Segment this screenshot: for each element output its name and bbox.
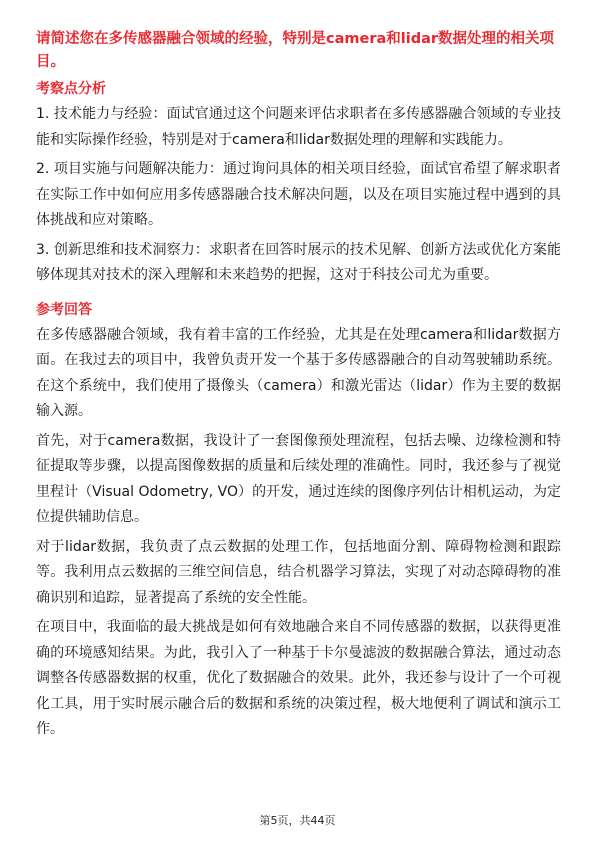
answer-paragraph: 在项目中，我面临的最大挑战是如何有效地融合来自不同传感器的数据，以获得更准确的环境感知结果。为此，我引入了一种基于卡尔曼滤波的数据融合算法，通过动态调整各传感器数据的权重，优化了数据融合的效果。此外，我还参与设计了一个可视化工具，用于实时展示融合后的数据和系统的决策过程，极大地便利了调试和演示工作。 [36,619,561,737]
analysis-heading: 考察点分析 [36,81,106,97]
answer-paragraph: 对于lidar数据，我负责了点云数据的处理工作，包括地面分割、障碍物检测和跟踪等。我利用点云数据的三维空间信息，结合机器学习算法，实现了对动态障碍物的准确识别和追踪，显著提高了系统的安全性能。 [36,538,561,606]
answer-paragraph: 首先，对于camera数据，我设计了一套图像预处理流程，包括去噪、边缘检测和特征提取等步骤，以提高图像数据的质量和后续处理的准确性。同时，我还参与了视觉里程计（Visual Odometry, VO）的开发，通过连续的图像序列估计相机运动，为定位提供辅助信息。 [36,432,561,525]
answer-heading: 参考回答 [36,301,92,318]
analysis-item: 1. 技术能力与经验：面试官通过这个问题来评估求职者在多传感器融合领域的专业技能和实际操作经验，特别是对于camera和lidar数据处理的理解和实践能力。 [36,106,561,148]
document-page [36,28,561,747]
analysis-item: 2. 项目实施与问题解决能力：通过询问具体的相关项目经验，面试官希望了解求职者在实际工作中如何应用多传感器融合技术解决问题，以及在项目实施过程中遇到的具体挑战和应对策略。 [36,161,561,228]
page-number: 第5页，共44页 [259,814,336,827]
answer-paragraph: 在多传感器融合领域，我有着丰富的工作经验，尤其是在处理camera和lidar数据方面。在我过去的项目中，我曾负责开发一个基于多传感器融合的自动驾驶辅助系统。在这个系统中，我们使用了摄像头（camera）和激光雷达（lidar）作为主要的数据输入源。 [36,326,561,419]
question-title: 请简述您在多传感器融合领域的经验，特别是camera和lidar数据处理的相关项目。 [36,31,555,70]
analysis-item: 3. 创新思维和技术洞察力：求职者在回答时展示的技术见解、创新方法或优化方案能够体现其对技术的深入理解和未来趋势的把握，这对于科技公司尤为重要。 [36,241,561,283]
